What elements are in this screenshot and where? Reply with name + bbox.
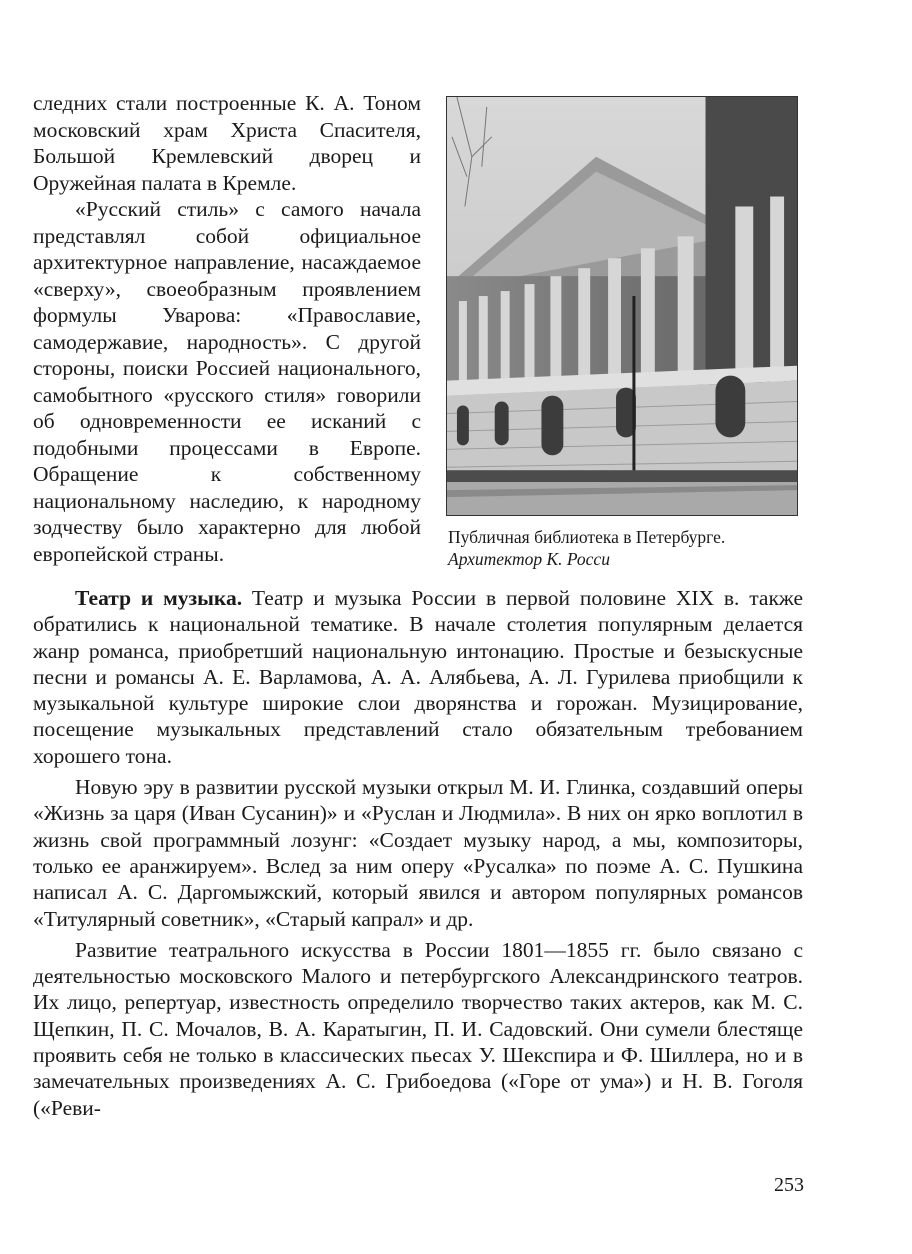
left-column-text [33, 90, 421, 567]
main-text [33, 585, 803, 1126]
paragraph-theatre-music-text: Театр и музыка России в первой половине XIX в. также обратились к национальной тематике. В начале столетия популярным делается жанр романса, приобретший национальную интонацию. Простые и безыскусные песни и романсы А. Е. Варламова, А. А. Алябьева, А. Л. Гурилева приобщили к музыкальной культуре широкие слои дворянства и горожан. Музицирование, посещение музыкальных представлений стало обязательным требованием хорошего тона. [33, 586, 803, 768]
paragraph-continuation: следних стали построенные К. А. Тоном московский храм Христа Спасителя, Большой Кремлевский дворец и Оружейная палата в Кремле. [33, 91, 421, 195]
caption-title: Публичная библиотека в Петербурге. [448, 527, 726, 547]
paragraph-russian-style: «Русский стиль» с самого начала представлял собой официальное архитектурное направление, насаждаемое «сверху», своеобразным проявлением формулы Уварова: «Православие, самодержавие, народность». С другой стороны, поиски Россией национального, самобытного «русского стиля» говорили об одновременности ее исканий с подобными процессами в Европе. Обращение к собственному национальному наследию, к народному зодчеству было характерно для любой европейской страны. [33, 197, 421, 566]
paragraph-theatre-music [33, 585, 803, 769]
page-number: 253 [774, 1174, 804, 1196]
paragraph-glinka: Новую эру в развитии русской музыки открыл М. И. Глинка, создавший оперы «Жизнь за царя (Иван Сусанин)» и «Руслан и Людмила». В них он ярко воплотил в жизнь свой программный лозунг: «Создает музыку народ, а мы, композиторы, только ее аранжируем». Вслед за ним оперу «Русалка» по поэме А. С. Пушкина написал А. С. Даргомыжский, который явился и автором популярных романсов «Титулярный советник», «Старый капрал» и др. [33, 775, 803, 931]
section-heading: Театр и музыка. [75, 586, 243, 610]
paragraph-theatre-development: Развитие театрального искусства в России 1801—1855 гг. было связано с деятельностью московского Малого и петербургского Александринского театров. Их лицо, репертуар, известность определило творчество таких актеров, как М. С. Щепкин, П. С. Мочалов, В. А. Каратыгин, П. И. Садовский. Они сумели блестяще проявить себя не только в классических пьесах У. Шекспира и Ф. Шиллера, но и в замечательных произведениях А. С. Грибоедова («Горе от ума») и Н. В. Гоголя («Реви- [33, 937, 803, 1120]
figure-caption [448, 526, 798, 570]
figure-public-library [446, 96, 798, 570]
library-building-photo [446, 96, 798, 516]
caption-architect: Архитектор К. Росси [448, 549, 610, 569]
